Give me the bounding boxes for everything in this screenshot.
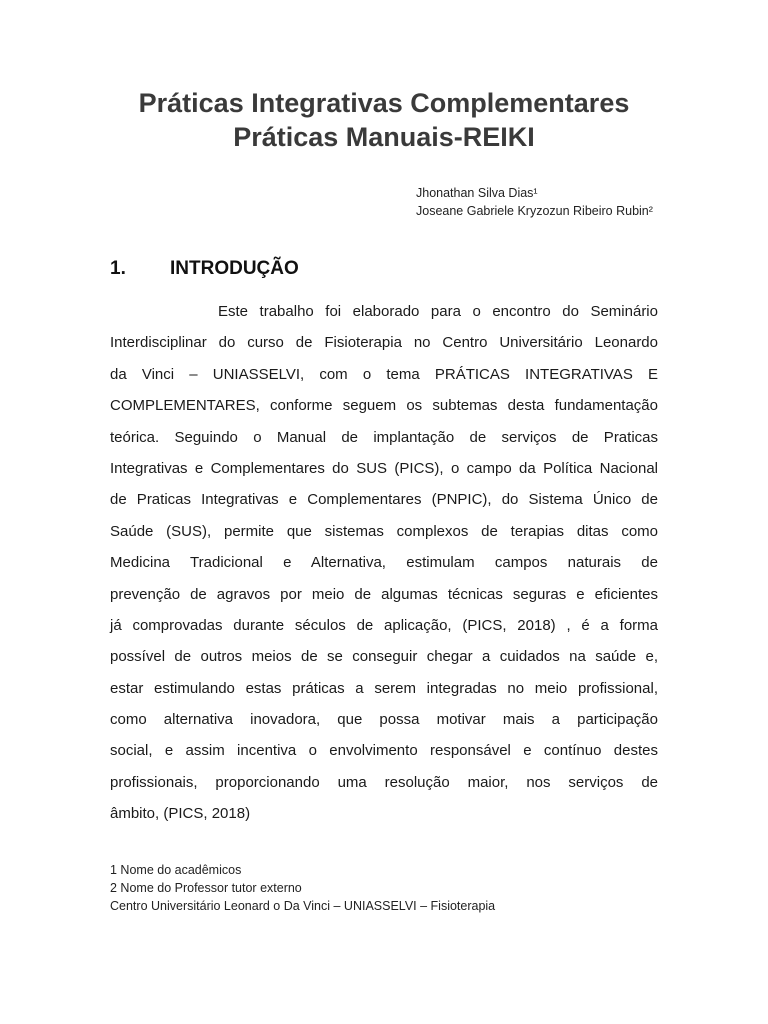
author-2: Joseane Gabriele Kryzozun Ribeiro Rubin² [416, 204, 653, 218]
section-heading [110, 256, 299, 282]
paragraph-line: teórica. Seguindo o Manual de implantação de serviços de Praticas [110, 428, 658, 446]
paragraph-line: de Praticas Integrativas e Complementares (PNPIC), do Sistema Único de [110, 491, 658, 509]
paragraph-line: Interdisciplinar do curso de Fisioterapia no Centro Universitário Leonardo [110, 334, 658, 352]
paragraph-line: âmbito, (PICS, 2018) [110, 805, 251, 823]
paragraph-line: como alternativa inovadora, que possa motivar mais a participação [110, 711, 658, 729]
paragraph-line: Medicina Tradicional e Alternativa, estimulam campos naturais de [110, 554, 658, 572]
paragraph-line: Integrativas e Complementares do SUS (PICS), o campo da Política Nacional [110, 459, 658, 477]
institution-note: Centro Universitário Leonard o Da Vinci – UNIASSELVI – Fisioterapia [110, 899, 496, 913]
title-line-2: Práticas Manuais-REIKI [233, 122, 535, 152]
footnotes [110, 861, 495, 915]
introduction-paragraph [110, 296, 658, 830]
paragraph-line: possível de outros meios de se conseguir chegar a cuidados na saúde e, [110, 648, 658, 666]
paragraph-line: COMPLEMENTARES, conforme seguem os subtemas desta fundamentação [110, 397, 658, 415]
section-number: 1. [110, 258, 126, 279]
section-title: INTRODUÇÃO [170, 258, 299, 279]
paragraph-line: estar estimulando estas práticas a serem integradas no meio profissional, [110, 679, 658, 697]
footnote-1: 1 Nome do acadêmicos [110, 863, 242, 877]
paragraph-line: já comprovadas durante séculos de aplicação, (PICS, 2018) , é a forma [110, 616, 658, 634]
paragraph-line: social, e assim incentiva o envolvimento responsável e contínuo destes [110, 742, 658, 760]
author-1: Jhonathan Silva Dias¹ [416, 186, 538, 200]
document-title [0, 86, 768, 154]
title-line-1: Práticas Integrativas Complementares [138, 88, 630, 118]
paragraph-line: Este trabalho foi elaborado para o encontro do Seminário [218, 303, 658, 320]
footnote-2: 2 Nome do Professor tutor externo [110, 881, 302, 895]
paragraph-line: prevenção de agravos por meio de algumas técnicas seguras e eficientes [110, 585, 658, 603]
paragraph-line: Saúde (SUS), permite que sistemas complexos de terapias ditas como [110, 522, 658, 540]
paragraph-line: profissionais, proporcionando uma resolução maior, nos serviços de [110, 773, 658, 791]
paragraph-line: da Vinci – UNIASSELVI, com o tema PRÁTICAS INTEGRATIVAS E [110, 365, 658, 383]
author-block [416, 184, 653, 220]
